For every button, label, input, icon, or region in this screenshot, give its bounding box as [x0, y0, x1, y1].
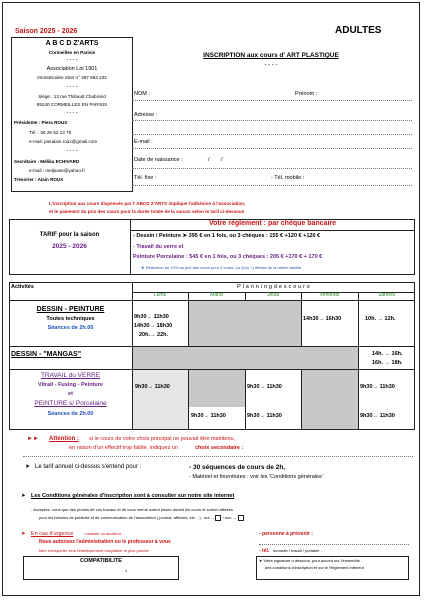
tarif-annuel-v2: - Matériel et fournitures : voir les 'Conditions générales': [189, 474, 323, 480]
oui-checkbox[interactable]: [215, 515, 221, 521]
unavailable-slot: [302, 370, 358, 429]
arrow-icon: ➤: [21, 531, 26, 537]
verre-lundi: 9h30→ 11h30: [135, 384, 170, 390]
tarif-annuel-text: Le tarif annuel ci-dessus s'entend pour :: [35, 464, 142, 470]
signature-text-1: ➤ Votre signature d dessous, pour accord sur l'ensemble: [259, 558, 360, 563]
dessin-vendredi: 14h30→ 16h30: [303, 316, 342, 322]
dessin-duration: Séances de 2h.00: [47, 325, 94, 331]
urgence-text-1: : maladie ou accident -: [83, 531, 124, 536]
conditions-text-2: pour les besoins de publicité et de communication de l'association ( journal, affiches, etc ...) : oui → / non →: [39, 515, 244, 521]
day-mardi: Mardi: [210, 292, 223, 298]
naissance-label: Date de naissance :: [134, 157, 183, 163]
president: Présidente : Piera ROUX: [14, 120, 68, 125]
day-jeudi: Jeudi: [267, 292, 279, 298]
dessin-samedi: 10h. → 12h.: [365, 316, 396, 322]
arrow-icon: ➤: [25, 464, 31, 470]
urgence-title: En cas d'urgence: [31, 531, 74, 537]
verre-jeudi-2: 9h30→ 11h30: [247, 413, 282, 419]
tel-fixe-label: Tél. fixe :: [134, 175, 157, 181]
day-vendredi: Vendredi: [319, 292, 340, 298]
dashes: - - - -: [66, 110, 78, 116]
association-subtitle: Cormeilles en Parisis: [48, 50, 96, 55]
reduction-note: ★ Réduction de 10% du prix des cours pour 2 cours, ou 2(ou +) élèves de la même famille: [141, 265, 302, 270]
prenom-label: Prénom :: [295, 91, 318, 97]
nom-line[interactable]: [132, 100, 412, 101]
choice-line[interactable]: [23, 456, 413, 457]
date-slash: /: [221, 157, 223, 163]
urgence-text-3: faire transporter vers l'établissement hospitalier le plus proche: [39, 548, 149, 553]
tarif-season: 2025 - 2026: [52, 243, 87, 250]
title-dashes: - - - -: [264, 62, 278, 68]
mangas-name: DESSIN - "MANGAS": [11, 351, 82, 358]
urgence-tel-detail: domicile / travail / portable :: [273, 548, 322, 553]
unavailable-slot: [133, 370, 188, 429]
dessin-sub: Toutes techniques: [46, 316, 95, 322]
naissance-line[interactable]: [132, 168, 412, 169]
tarif-verre-label: - Travail du verre et: [133, 244, 184, 250]
tarif-annuel-v1: - 30 séquences de cours de 2h,: [189, 464, 286, 471]
conditions-text-1: - Acceptez- vous que des photos de vos travaux et de vous même soient prises durant les cours et soient utilisées: [31, 507, 233, 512]
secretary: Secrétaire : Mélika ECHIVARD: [14, 159, 80, 164]
compatibilite-label: COMPATIBILITE: [80, 558, 122, 564]
reglement-title: Votre règlement : par chèque bancaire: [208, 220, 337, 227]
dashes: - - - -: [66, 148, 78, 154]
dessin-lundi-3: 20h.→ 22h.: [139, 332, 169, 338]
verre-samedi-1: 9h30→ 11h30: [360, 384, 395, 390]
association-address2: 95240 CORMEILLES EN PARISIS: [36, 102, 108, 107]
unavailable-slot: [189, 370, 245, 407]
treasurer: Trésorier : Alain ROUX: [14, 177, 64, 182]
attention-text-2: en raison d'un effectif trop faible, indiquez un: [69, 445, 178, 451]
tel-mobile-label: - Tél. mobile :: [271, 175, 305, 181]
planning-title: P l a n n i n g d e s c o u r s: [237, 284, 310, 290]
tarif-label: TARIF pour la saison: [39, 232, 100, 238]
activities-label: Activités: [11, 284, 34, 290]
association-name: A B C D Z'ARTS: [45, 40, 99, 47]
personne-label: - personne à prévenir :: [259, 531, 313, 537]
attention-arrows: ►►: [27, 436, 39, 442]
dessin-lundi-1: 9h30→ 11h30: [134, 314, 169, 320]
email-line[interactable]: [132, 148, 412, 149]
day-lundi: Lundi: [153, 292, 167, 298]
urgence-tel-label: - tél.: [259, 548, 270, 554]
dashes: - - - -: [66, 84, 78, 90]
association-law: Association Loi 1901: [46, 66, 98, 72]
verre-sub: Vitrail - Fusing - Peinture: [38, 382, 103, 388]
verre-jeudi-1: 9h30→ 11h30: [247, 384, 282, 390]
personne-line[interactable]: [259, 544, 409, 545]
conditions-title[interactable]: Les Conditions générales d'inscription sont à consulter sur notre site internet: [31, 493, 235, 499]
season-label: Saison 2025 - 2026: [15, 28, 78, 35]
mangas-samedi-2: 16h. → 18h.: [372, 360, 403, 366]
president-email: e-mail: pieralain.roux@gmail.com: [29, 139, 98, 144]
verre-et: et: [68, 391, 73, 397]
registration-form: [2, 2, 420, 596]
adresse-label: Adresse :: [134, 112, 158, 118]
email-label: E-mail :: [134, 139, 153, 145]
signature-text-2: des conditions d'inscription et sur le Règlement intérieur: [265, 565, 365, 570]
verre-samedi-2: 9h30→ 11h30: [360, 413, 395, 419]
adresse-line[interactable]: [132, 120, 412, 121]
attention-label: Attention :: [49, 436, 79, 442]
verre-duration: Séances de 2h.00: [47, 411, 94, 417]
attention-choice: choix secondaire :: [195, 445, 244, 451]
attention-text-1: si le cours de votre choix principal ne pouvait être maintenu,: [89, 436, 236, 442]
unavailable-slot: [133, 347, 358, 369]
arrow-icon: ➤: [21, 493, 26, 499]
tarif-dessin: - Dessin / Peinture ➤ 395 € en 1 fois, ou 3 chèques : 155 € +120 € +120 €: [133, 233, 321, 239]
association-address1: Siège : 13 rue Thibault Chabrand: [38, 94, 106, 99]
page-title: INSCRIPTION aux cours d' ART PLASTIQUE: [203, 52, 339, 59]
association-siret: Immatriculée Siret n° 397 863 232: [37, 75, 107, 80]
dessin-lundi-2: 14h30→ 18h30: [134, 323, 173, 329]
mangas-samedi-1: 14h. → 16h.: [372, 351, 403, 357]
non-checkbox[interactable]: [238, 515, 244, 521]
notice-line-2: et le paiement du prix des cours pour la durée totale de la saison selon le tarif ci-dessous: [49, 209, 245, 214]
verre-name: TRAVAIL du VERRE: [40, 372, 101, 379]
dessin-name: DESSIN - PEINTURE: [36, 306, 105, 313]
president-tel: Tél. : 06 25 52 13 75: [29, 130, 72, 135]
day-samedi: Samedi: [378, 292, 395, 298]
nom-label: NOM :: [134, 91, 150, 97]
adresse-line-2[interactable]: [132, 134, 412, 135]
page-number: 1: [125, 568, 128, 573]
urgence-text-2: Nous autorisez l'administration ou le professeur à vous: [39, 539, 171, 545]
date-slash: /: [208, 157, 210, 163]
tarif-verre: Peinture Porcelaine : 545 € en 1 fois, ou 3 chèques : 205 € +170 € + 170 €: [133, 254, 323, 260]
secretary-email: e-mail : meljouse@yahoo.fr: [29, 168, 85, 173]
porcelaine-name: PEINTURE s/ Porcelaine: [34, 400, 107, 407]
dashes: - - - -: [66, 57, 78, 63]
verre-mardi: 9h30→ 11h30: [191, 413, 226, 419]
tel-line[interactable]: [132, 185, 412, 186]
notice-line-1: L'inscription aux cours dispensés par l' ABCD Z'ARTS implique l'adhésion à l'association,: [49, 201, 246, 206]
unavailable-slot: [189, 301, 301, 346]
category-label: ADULTES: [335, 25, 382, 36]
